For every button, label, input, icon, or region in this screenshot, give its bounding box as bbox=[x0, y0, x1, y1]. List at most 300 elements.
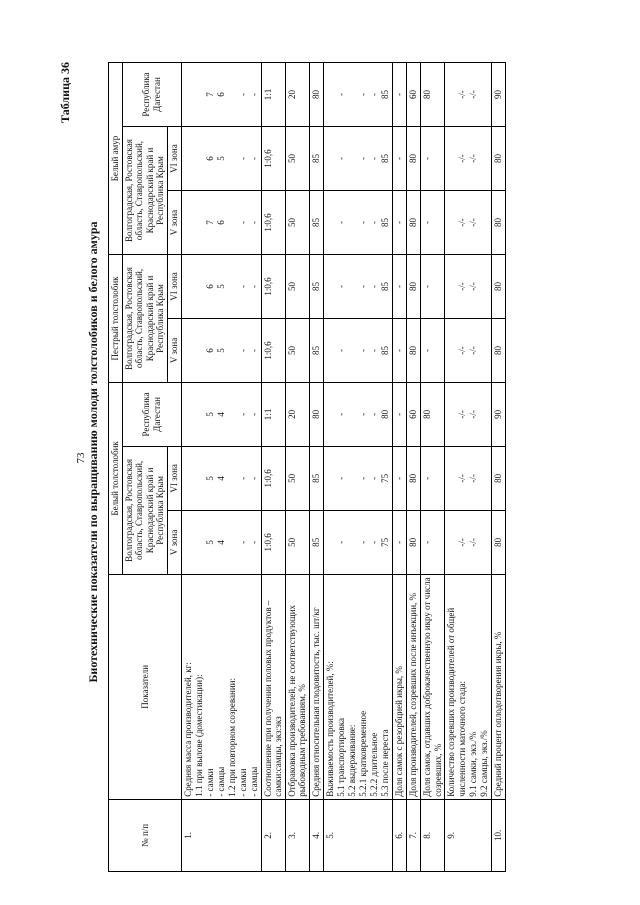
value-cell bbox=[181, 191, 261, 255]
cell-value: 85 bbox=[380, 345, 391, 355]
value-cell bbox=[310, 63, 324, 127]
cell-value: 7 bbox=[204, 92, 215, 97]
header-region: Волгоградская, Ростовская область, Ставропольский, Краснодарский край и Республика Крым bbox=[122, 127, 167, 255]
indicator-line: 1.2 при повторном созревании: bbox=[226, 678, 237, 797]
header-zone-6: VI зона bbox=[168, 255, 182, 319]
cell-value: 85 bbox=[380, 90, 391, 100]
cell-value: 60 bbox=[408, 90, 419, 100]
indicator-line: - самцы bbox=[248, 766, 259, 797]
header-group-2: Пестрый толстолобик bbox=[109, 255, 123, 383]
cell-value: - bbox=[358, 540, 369, 544]
value-cell bbox=[407, 127, 421, 191]
header-dagestan: Республика Дагестан bbox=[122, 63, 181, 127]
cell-value: - bbox=[358, 157, 369, 161]
cell-value: 80 bbox=[408, 537, 419, 547]
cell-value bbox=[446, 513, 457, 572]
cell-value: - bbox=[237, 476, 248, 480]
value-cell bbox=[445, 255, 491, 319]
value-cell bbox=[310, 510, 324, 574]
cell-value: - bbox=[422, 284, 433, 288]
cell-value: - bbox=[336, 93, 347, 97]
cell-value: - bbox=[237, 540, 248, 544]
cell-value: - bbox=[422, 476, 433, 480]
cell-value: - bbox=[369, 284, 380, 288]
cell-value bbox=[183, 449, 194, 508]
value-cell bbox=[421, 127, 445, 191]
cell-value: 50 bbox=[286, 218, 297, 228]
indicator-line: 5.2.1 кратковременное bbox=[358, 710, 369, 797]
cell-value: - bbox=[336, 348, 347, 352]
cell-value: 5 bbox=[215, 348, 226, 353]
indicator-line: 5.3 после нереста bbox=[380, 729, 391, 797]
table-row bbox=[491, 63, 505, 872]
header-zone-5: V зона bbox=[168, 318, 182, 382]
cell-value bbox=[347, 129, 358, 188]
cell-value bbox=[183, 257, 194, 316]
value-cell bbox=[445, 318, 491, 382]
value-cell bbox=[261, 127, 285, 191]
value-cell bbox=[310, 446, 324, 510]
indicator-line: Доля производителей, созревших после инъекции, % bbox=[408, 592, 419, 797]
indicator-line: 5.2 выдерживание: bbox=[347, 724, 358, 797]
cell-value: -/- bbox=[457, 282, 468, 291]
value-cell bbox=[393, 191, 407, 255]
cell-value: 1:0,6 bbox=[262, 533, 273, 552]
cell-value: 80 bbox=[408, 154, 419, 164]
cell-value: 80 bbox=[422, 90, 433, 100]
cell-value bbox=[446, 129, 457, 188]
cell-value bbox=[227, 385, 238, 444]
value-cell bbox=[407, 255, 421, 319]
cell-value bbox=[183, 193, 194, 252]
value-cell bbox=[285, 446, 309, 510]
value-cell bbox=[393, 510, 407, 574]
cell-value bbox=[446, 65, 457, 124]
cell-value: 85 bbox=[311, 473, 322, 483]
cell-value: 1:0,6 bbox=[262, 213, 273, 232]
cell-value: 6 bbox=[204, 348, 215, 353]
cell-value bbox=[194, 65, 205, 124]
cell-value: - bbox=[336, 284, 347, 288]
cell-value: 80 bbox=[422, 409, 433, 419]
value-cell bbox=[393, 127, 407, 191]
cell-value: 80 bbox=[492, 537, 503, 547]
table-row bbox=[261, 63, 285, 872]
cell-value: 1:0,6 bbox=[262, 341, 273, 360]
cell-value: - bbox=[248, 284, 259, 288]
header-zone-6: VI зона bbox=[168, 127, 182, 191]
cell-value: -/- bbox=[468, 154, 479, 163]
value-cell bbox=[181, 446, 261, 510]
row-number: 2. bbox=[261, 799, 285, 871]
cell-value bbox=[227, 193, 238, 252]
cell-value: 85 bbox=[380, 218, 391, 228]
cell-value: 50 bbox=[286, 154, 297, 164]
cell-value: -/- bbox=[468, 410, 479, 419]
cell-value: -/- bbox=[457, 474, 468, 483]
cell-value: 80 bbox=[408, 218, 419, 228]
indicator-line: Отбраковка производителей, не соответствующих рыбоводным требованиям, % bbox=[286, 604, 308, 797]
value-cell bbox=[407, 318, 421, 382]
value-cell bbox=[324, 127, 393, 191]
value-cell bbox=[421, 255, 445, 319]
value-cell bbox=[491, 382, 505, 446]
cell-value: - bbox=[369, 157, 380, 161]
cell-value: 6 bbox=[204, 284, 215, 289]
cell-value bbox=[194, 193, 205, 252]
cell-value: - bbox=[248, 412, 259, 416]
cell-value: - bbox=[237, 348, 248, 352]
cell-value: - bbox=[394, 221, 405, 225]
row-indicator bbox=[445, 574, 491, 799]
cell-value: - bbox=[369, 412, 380, 416]
cell-value bbox=[183, 385, 194, 444]
cell-value: -/- bbox=[457, 90, 468, 99]
value-cell bbox=[261, 255, 285, 319]
cell-value: 90 bbox=[492, 409, 503, 419]
cell-value: -/- bbox=[468, 538, 479, 547]
cell-value: 5 bbox=[204, 540, 215, 545]
cell-value: 7 bbox=[204, 220, 215, 225]
cell-value: 6 bbox=[204, 156, 215, 161]
cell-value: 75 bbox=[380, 473, 391, 483]
header-region: Волгоградская, Ростовская область, Ставропольский, Краснодарский край и Республика Крым bbox=[122, 446, 167, 574]
cell-value: 5 bbox=[204, 412, 215, 417]
header-group-3: Белый амур bbox=[109, 63, 123, 255]
value-cell bbox=[285, 318, 309, 382]
value-cell bbox=[421, 446, 445, 510]
cell-value: - bbox=[422, 221, 433, 225]
row-number: 3. bbox=[285, 799, 309, 871]
row-indicator bbox=[181, 574, 261, 799]
cell-value: - bbox=[248, 157, 259, 161]
cell-value bbox=[183, 65, 194, 124]
value-cell bbox=[310, 255, 324, 319]
row-indicator bbox=[407, 574, 421, 799]
indicator-line: 1.1 при вылове (доместикации): bbox=[193, 674, 204, 797]
cell-value: - bbox=[237, 157, 248, 161]
row-number: 8. bbox=[421, 799, 445, 871]
cell-value: 5 bbox=[204, 476, 215, 481]
cell-value: - bbox=[248, 348, 259, 352]
cell-value bbox=[325, 129, 336, 188]
cell-value: 20 bbox=[286, 409, 297, 419]
value-cell bbox=[421, 63, 445, 127]
cell-value bbox=[325, 65, 336, 124]
value-cell bbox=[445, 191, 491, 255]
table-row bbox=[421, 63, 445, 872]
value-cell bbox=[261, 63, 285, 127]
cell-value: 50 bbox=[286, 537, 297, 547]
value-cell bbox=[491, 127, 505, 191]
cell-value bbox=[325, 449, 336, 508]
cell-value: - bbox=[237, 412, 248, 416]
indicator-line: - самки bbox=[204, 768, 215, 797]
value-cell bbox=[491, 191, 505, 255]
value-cell bbox=[407, 63, 421, 127]
cell-value bbox=[227, 257, 238, 316]
indicator-line: - самки bbox=[237, 768, 248, 797]
value-cell bbox=[261, 318, 285, 382]
cell-value: - bbox=[369, 221, 380, 225]
cell-value: - bbox=[336, 476, 347, 480]
cell-value bbox=[347, 385, 358, 444]
cell-value: 85 bbox=[311, 154, 322, 164]
value-cell bbox=[393, 446, 407, 510]
page-number: 73 bbox=[75, 452, 87, 464]
cell-value: 5 bbox=[215, 156, 226, 161]
cell-value: 20 bbox=[286, 90, 297, 100]
rotated-page-content bbox=[50, 22, 590, 882]
cell-value: - bbox=[358, 221, 369, 225]
value-cell bbox=[285, 510, 309, 574]
value-cell bbox=[261, 446, 285, 510]
indicator-line: 9.1 самки, экз./% bbox=[467, 731, 478, 797]
row-number: 6. bbox=[393, 799, 407, 871]
value-cell bbox=[285, 63, 309, 127]
table-row bbox=[181, 63, 261, 872]
cell-value bbox=[325, 257, 336, 316]
cell-value: - bbox=[394, 476, 405, 480]
cell-value: - bbox=[336, 540, 347, 544]
cell-value: - bbox=[336, 412, 347, 416]
header-indicators: Показатели bbox=[109, 574, 182, 799]
value-cell bbox=[285, 382, 309, 446]
row-indicator bbox=[324, 574, 393, 799]
indicator-line: Доля самок, отдавших доброкачественную икру от числа созревших, % bbox=[422, 577, 443, 797]
value-cell bbox=[181, 318, 261, 382]
cell-value: 4 bbox=[215, 540, 226, 545]
cell-value bbox=[347, 513, 358, 572]
cell-value bbox=[227, 65, 238, 124]
cell-value: - bbox=[336, 157, 347, 161]
indicator-line: Выживаемость производителей, %: bbox=[325, 661, 336, 797]
cell-value: -/- bbox=[457, 346, 468, 355]
value-cell bbox=[407, 382, 421, 446]
value-cell bbox=[310, 382, 324, 446]
cell-value bbox=[194, 385, 205, 444]
cell-value bbox=[446, 321, 457, 380]
cell-value: - bbox=[394, 348, 405, 352]
cell-value bbox=[227, 513, 238, 572]
value-cell bbox=[324, 255, 393, 319]
cell-value: - bbox=[248, 476, 259, 480]
cell-value: 1:0,6 bbox=[262, 469, 273, 488]
cell-value: 80 bbox=[408, 345, 419, 355]
cell-value: 5 bbox=[215, 284, 226, 289]
row-indicator bbox=[261, 574, 285, 799]
value-cell bbox=[181, 127, 261, 191]
cell-value: - bbox=[369, 348, 380, 352]
cell-value: 1:1 bbox=[262, 88, 273, 101]
value-cell bbox=[324, 446, 393, 510]
cell-value: -/- bbox=[468, 346, 479, 355]
cell-value: -/- bbox=[457, 218, 468, 227]
cell-value: 80 bbox=[380, 409, 391, 419]
cell-value bbox=[325, 385, 336, 444]
cell-value: 80 bbox=[408, 281, 419, 291]
cell-value: 80 bbox=[492, 281, 503, 291]
value-cell bbox=[324, 382, 393, 446]
header-zone-5: V зона bbox=[168, 191, 182, 255]
value-cell bbox=[491, 446, 505, 510]
cell-value bbox=[446, 257, 457, 316]
cell-value bbox=[194, 129, 205, 188]
cell-value: - bbox=[237, 93, 248, 97]
value-cell bbox=[181, 382, 261, 446]
cell-value: 85 bbox=[380, 154, 391, 164]
cell-value: 75 bbox=[380, 537, 391, 547]
cell-value: 1:0,6 bbox=[262, 149, 273, 168]
cell-value: - bbox=[248, 93, 259, 97]
cell-value: 1:1 bbox=[262, 408, 273, 421]
indicator-line: Средняя относительная плодовитость, тыс. шт/кг bbox=[311, 607, 322, 797]
cell-value: - bbox=[422, 540, 433, 544]
cell-value: - bbox=[422, 348, 433, 352]
table-body bbox=[181, 63, 505, 872]
cell-value bbox=[446, 193, 457, 252]
value-cell bbox=[324, 510, 393, 574]
value-cell bbox=[393, 382, 407, 446]
cell-value: 85 bbox=[311, 218, 322, 228]
value-cell bbox=[310, 191, 324, 255]
header-dagestan: Республика Дагестан bbox=[122, 382, 181, 446]
value-cell bbox=[445, 63, 491, 127]
row-indicator bbox=[421, 574, 445, 799]
cell-value: - bbox=[237, 221, 248, 225]
cell-value bbox=[194, 321, 205, 380]
value-cell bbox=[445, 127, 491, 191]
cell-value: 80 bbox=[492, 154, 503, 164]
value-cell bbox=[421, 382, 445, 446]
indicator-line: Соотношение при получении половых продуктов – самки:самцы, экз:экз bbox=[262, 600, 284, 797]
cell-value: 4 bbox=[215, 476, 226, 481]
value-cell bbox=[261, 382, 285, 446]
cell-value bbox=[446, 385, 457, 444]
value-cell bbox=[421, 318, 445, 382]
cell-value: 80 bbox=[311, 90, 322, 100]
cell-value: - bbox=[336, 221, 347, 225]
cell-value bbox=[347, 321, 358, 380]
indicator-line: 5.1 транспортировка bbox=[336, 718, 347, 797]
cell-value: - bbox=[394, 157, 405, 161]
table-row bbox=[310, 63, 324, 872]
cell-value: -/- bbox=[468, 90, 479, 99]
cell-value: 6 bbox=[215, 92, 226, 97]
cell-value: - bbox=[248, 221, 259, 225]
value-cell bbox=[407, 446, 421, 510]
value-cell bbox=[285, 191, 309, 255]
cell-value: -/- bbox=[457, 410, 468, 419]
value-cell bbox=[285, 255, 309, 319]
cell-value: - bbox=[394, 540, 405, 544]
cell-value bbox=[325, 321, 336, 380]
cell-value: -/- bbox=[457, 154, 468, 163]
value-cell bbox=[491, 318, 505, 382]
cell-value: 85 bbox=[311, 281, 322, 291]
cell-value: 80 bbox=[408, 473, 419, 483]
cell-value: 90 bbox=[492, 90, 503, 100]
table-number: Таблица 36 bbox=[58, 62, 72, 123]
cell-value: 6 bbox=[215, 220, 226, 225]
cell-value bbox=[446, 449, 457, 508]
value-cell bbox=[445, 382, 491, 446]
cell-value: 80 bbox=[492, 473, 503, 483]
cell-value: 50 bbox=[286, 345, 297, 355]
cell-value bbox=[347, 449, 358, 508]
table-row bbox=[445, 63, 491, 872]
value-cell bbox=[445, 510, 491, 574]
cell-value: - bbox=[237, 284, 248, 288]
row-number: 7. bbox=[407, 799, 421, 871]
value-cell bbox=[261, 191, 285, 255]
cell-value bbox=[227, 449, 238, 508]
cell-value: - bbox=[369, 540, 380, 544]
cell-value bbox=[183, 321, 194, 380]
row-number: 9. bbox=[445, 799, 491, 871]
cell-value: 80 bbox=[492, 218, 503, 228]
value-cell bbox=[181, 255, 261, 319]
row-number: 5. bbox=[324, 799, 393, 871]
value-cell bbox=[491, 255, 505, 319]
value-cell bbox=[261, 510, 285, 574]
table-row bbox=[407, 63, 421, 872]
cell-value: - bbox=[369, 93, 380, 97]
table-row bbox=[324, 63, 393, 872]
row-number: 1. bbox=[181, 799, 261, 871]
cell-value: 85 bbox=[311, 537, 322, 547]
value-cell bbox=[445, 446, 491, 510]
indicator-line: Количество созревших производителей от общей численности маточного стада: bbox=[446, 607, 467, 797]
cell-value bbox=[194, 449, 205, 508]
cell-value bbox=[347, 193, 358, 252]
indicator-line: Доля самок с резорбцией икры, % bbox=[394, 666, 405, 797]
cell-value: - bbox=[358, 284, 369, 288]
row-indicator bbox=[285, 574, 309, 799]
cell-value bbox=[325, 193, 336, 252]
cell-value: - bbox=[394, 284, 405, 288]
cell-value: - bbox=[358, 348, 369, 352]
cell-value: - bbox=[369, 476, 380, 480]
indicator-line: 5.2.2 длительное bbox=[369, 732, 380, 797]
value-cell bbox=[324, 318, 393, 382]
value-cell bbox=[181, 63, 261, 127]
cell-value bbox=[227, 321, 238, 380]
value-cell bbox=[393, 255, 407, 319]
table-row bbox=[393, 63, 407, 872]
cell-value: 4 bbox=[215, 412, 226, 417]
cell-value: 85 bbox=[311, 345, 322, 355]
row-indicator bbox=[491, 574, 505, 799]
cell-value: -/- bbox=[468, 474, 479, 483]
cell-value: 85 bbox=[380, 281, 391, 291]
cell-value bbox=[194, 257, 205, 316]
value-cell bbox=[491, 510, 505, 574]
cell-value: -/- bbox=[457, 538, 468, 547]
header-no: № п/п bbox=[109, 799, 182, 871]
cell-value: 60 bbox=[408, 409, 419, 419]
cell-value bbox=[227, 129, 238, 188]
cell-value: - bbox=[248, 540, 259, 544]
data-table bbox=[108, 62, 506, 872]
cell-value bbox=[347, 257, 358, 316]
cell-value: - bbox=[358, 93, 369, 97]
header-group-1: Белый толстолобик bbox=[109, 382, 123, 574]
cell-value bbox=[325, 513, 336, 572]
cell-value: - bbox=[394, 412, 405, 416]
value-cell bbox=[407, 191, 421, 255]
value-cell bbox=[324, 191, 393, 255]
